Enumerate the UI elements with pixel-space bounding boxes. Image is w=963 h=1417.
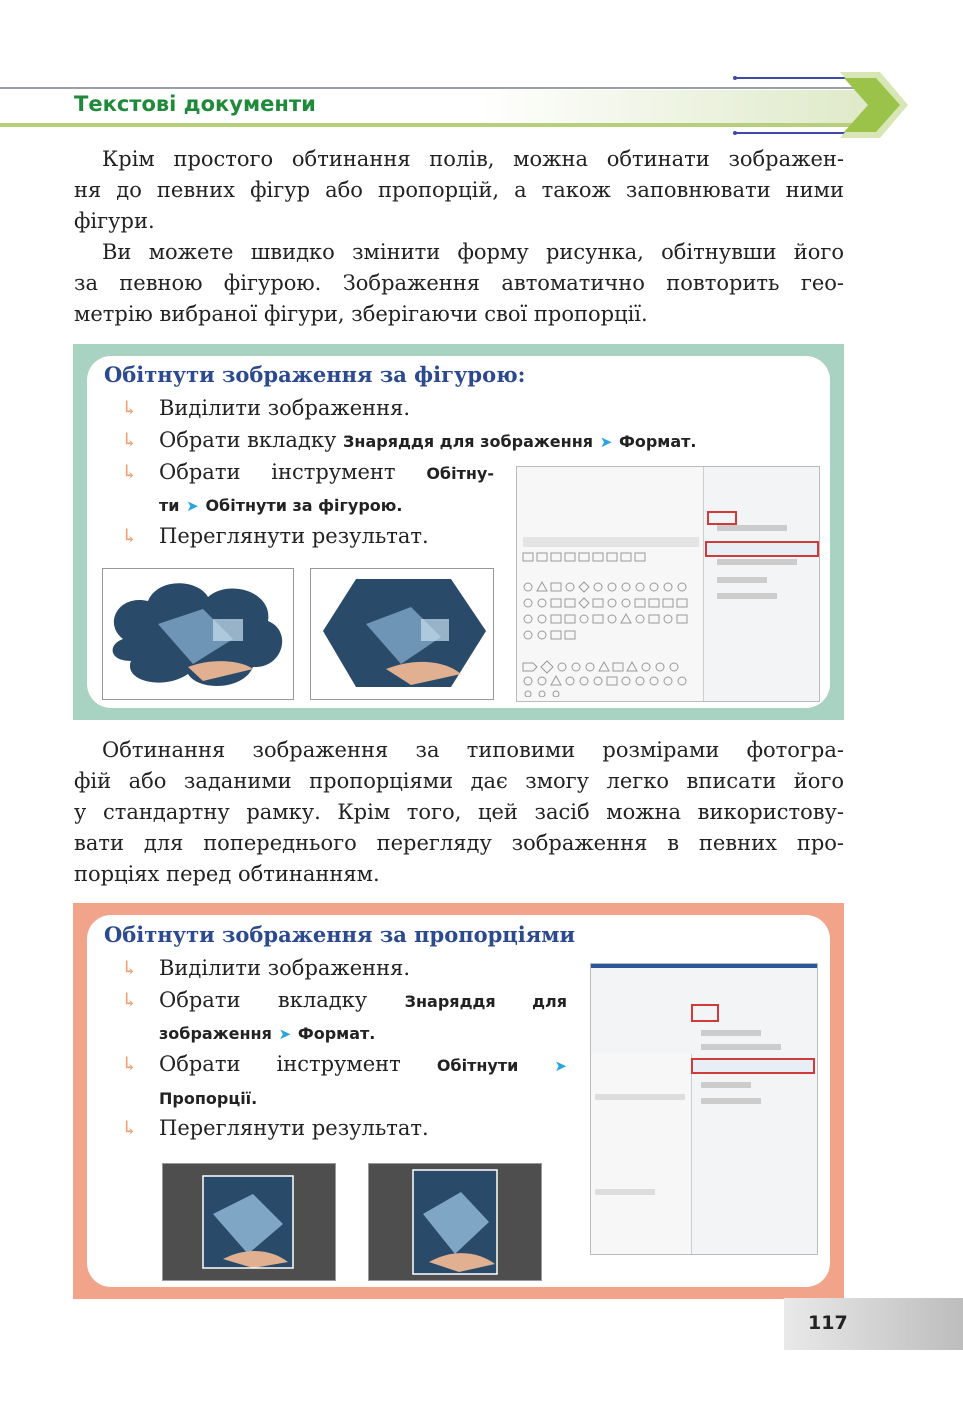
box1-step-1: ↳ Виділити зображення. [159, 393, 410, 424]
paragraph-line: фігури. [74, 209, 155, 233]
triangle-right-icon: ➤ [186, 497, 199, 515]
paragraph-line: у стандартну рамку. Крім того, цей засіб можна використову- [74, 800, 844, 824]
box1-step-3: ↳ Обрати інструмент Обітну- ти ➤ Обітнути за фігурою. [159, 457, 494, 522]
box2-step-1: ↳ Виділити зображення. [159, 953, 410, 984]
section-title: Текстові документи [74, 92, 316, 116]
step-arrow-icon: ↳ [121, 428, 138, 452]
paragraph-line: Обтинання зображення за типовими розмірами фотогра- [102, 738, 844, 762]
triangle-right-icon: ➤ [599, 433, 613, 451]
hexagon-cropped-image [310, 568, 494, 700]
crop-to-shape-menu-screenshot [516, 466, 820, 702]
header-underline [0, 123, 870, 127]
step-arrow-icon: ↳ [121, 956, 138, 980]
box1-step-4: ↳ Переглянути результат. [159, 521, 429, 552]
paragraph-3 [74, 735, 844, 890]
step-arrow-icon: ↳ [121, 524, 138, 548]
header-deco-dot-bottom [733, 131, 737, 135]
box2-step-4: ↳ Переглянути результат. [159, 1113, 429, 1144]
crop-to-ratio-title: Обітнути зображення за пропорціями [104, 922, 576, 947]
cloud-cropped-image [102, 568, 294, 700]
ratio-crop-preview-image-2 [368, 1163, 542, 1281]
paragraph-line: Крім простого обтинання полів, можна обтинати зображен- [102, 147, 844, 171]
paragraph-line: Ви можете швидко змінити форму рисунка, обітнувши його [102, 240, 844, 264]
chevron-arrow-icon [820, 70, 910, 140]
paragraph-line: за певною фігурою. Зображення автоматично повторить гео- [74, 271, 844, 295]
page-number: 117 [808, 1312, 848, 1334]
step-arrow-icon: ↳ [121, 988, 138, 1012]
header-rule [0, 87, 880, 89]
step-arrow-icon: ↳ [121, 1052, 138, 1076]
ratio-crop-preview-image-1 [162, 1163, 336, 1281]
paragraph-2 [74, 237, 844, 330]
box2-step-2: ↳ Обрати вкладку Знаряддя для зображення ➤ Формат. [159, 985, 567, 1050]
paragraph-line: порціях перед обтинанням. [74, 862, 380, 886]
step-arrow-icon: ↳ [121, 1116, 138, 1140]
paragraph-line: вати для попереднього перегляду зображення в певних про- [74, 831, 844, 855]
paragraph-line: метрію вибраної фігури, зберігаючи свої пропорції. [74, 302, 648, 326]
step-arrow-icon: ↳ [121, 396, 138, 420]
triangle-right-icon: ➤ [554, 1057, 567, 1075]
triangle-right-icon: ➤ [278, 1025, 292, 1043]
box2-step-3: ↳ Обрати інструмент Обітнути ➤ Пропорції. [159, 1049, 567, 1114]
box1-step-2: ↳ Обрати вкладку Знаряддя для зображення ➤ Формат. [159, 425, 697, 458]
paragraph-line: фій або заданими пропорціями дає змогу легко вписати його [74, 769, 844, 793]
step-arrow-icon: ↳ [121, 460, 138, 484]
crop-to-shape-title: Обітнути зображення за фігурою: [104, 362, 526, 387]
crop-to-ratio-menu-screenshot [590, 963, 818, 1255]
header-deco-dot-top [733, 76, 737, 80]
paragraph-line: ня до певних фігур або пропорцій, а також заповнювати ними [74, 178, 844, 202]
paragraph-1 [74, 144, 844, 237]
